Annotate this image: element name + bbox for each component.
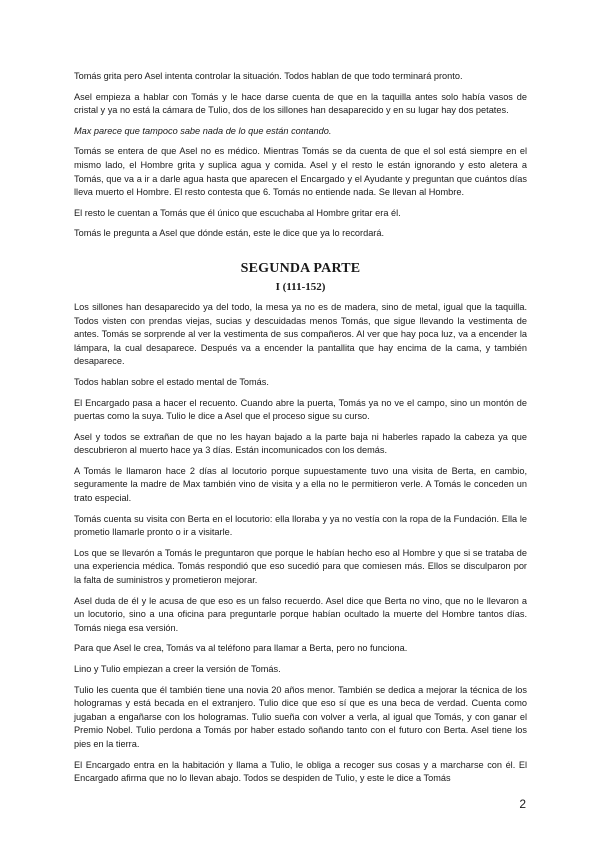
section-title: SEGUNDA PARTE	[240, 260, 361, 276]
paragraph: Tomás se entera de que Asel no es médico. Mientras Tomás se da cuenta de que el sol está siempre en el mismo lado, el Hombre grita y suplica agua y comida. Asel y el resto le están ignorando y esto aletera a Tomás, que va a ir a darle agua hasta que aparecen el Encargado y el Ayudante y preguntan que cuántos días lleva muerto el Hombre. El resto contesta que 6. Tomás no entiende nada. Se llevan al Hombre.	[74, 146, 527, 198]
paragraph: Para que Asel le crea, Tomás va al teléfono para llamar a Berta, pero no funciona.	[74, 643, 408, 654]
italic-note: Max parece que tampoco sabe nada de lo que están contando.	[74, 125, 332, 136]
paragraph: A Tomás le llamaron hace 2 días al locutorio porque supuestamente tuvo una visita de Berta, en cambio, seguramente la madre de Max también vino de visita y a ella no le permitieron verle. A Tomás le conceden un trato especial.	[74, 465, 527, 504]
page-number: 2	[519, 797, 526, 811]
paragraph: El Encargado entra en la habitación y llama a Tulio, le obliga a recoger sus cosas y a marcharse con él. El Encargado afirma que no lo llevan abajo. Todos se despiden de Tulio, y este le dice a Tomás	[74, 759, 527, 784]
paragraph: Los que se llevarón a Tomás le preguntaron que porque le habían hecho eso al Hombre y que si se trataba de una experiencia médica. Tomás respondió que eso sucedió para que comiesen más. Ellos se disculparon por la falta de suministros y prometieron mejorar.	[74, 547, 527, 586]
paragraph: Los sillones han desaparecido ya del todo, la mesa ya no es de madera, sino de metal, igual que la taquilla. Todos visten con prendas viejas, sucias y descuidadas menos Tomás, que sigue llevando la vestimenta de antes. Tomás se sorprende al ver la vestimenta de sus compañeros. Al ver que hay poca luz, va a encender la lámpara, la cual desaparece. Después va a encender la pantallita que hay encima de la cama, y también desaparece.	[74, 301, 527, 367]
paragraph: Asel empieza a hablar con Tomás y le hace darse cuenta de que en la taquilla antes solo había vasos de cristal y ya no está la cámara de Tulio, dos de los sillones han desaparecido y en su lugar hay dos petates.	[74, 91, 527, 116]
paragraph: Tulio les cuenta que él también tiene una novia 20 años menor. También se dedica a mejorar la técnica de los hologramas y está becada en el extranjero. Tulio dice que eso sí que es una beca de verdad. Cuenta como jugaban a engañarse con los hologramas. Tulio sueña con volver a verla, al igual que Tomás, y con ganar el Premio Nobel. Tulio perdona a Tomás por haber estado soñando tanto con el futuro con Berta. Asel tiene los pies en la tierra.	[74, 684, 527, 749]
paragraph: El resto le cuentan a Tomás que él único que escuchaba al Hombre gritar era él.	[74, 207, 401, 218]
paragraph: Lino y Tulio empiezan a creer la versión de Tomás.	[74, 664, 281, 674]
paragraph: Asel duda de él y le acusa de que eso es un falso recuerdo. Asel dice que Berta no vino, que no le llevaron a un locutorio, sino a una oficina para preguntarle porque habían ocultado la muerte del Hombre tantos días. Tomás niega esa versión.	[74, 595, 527, 633]
paragraph: El Encargado pasa a hacer el recuento. Cuando abre la puerta, Tomás ya no ve el campo, sino un montón de puertas como la suya. Tulio le dice a Asel que el proceso sigue su curso.	[74, 397, 527, 422]
paragraph: Tomás cuenta su visita con Berta en el locutorio: ella lloraba y ya no vestía con la ropa de la Fundación. Ella le prometio llamarle pronto o ir a visitarle.	[74, 513, 527, 538]
paragraph: Asel y todos se extrañan de que no les hayan bajado a la parte baja ni haberles rapado la cabeza ya que descubrieron al muerto hace ya 3 días. Están incomunicados con los demás.	[74, 431, 527, 456]
subsection-title: I (111-152)	[275, 280, 326, 293]
paragraph: Tomás grita pero Asel intenta controlar la situación. Todos hablan de que todo terminará pronto.	[74, 71, 463, 81]
paragraph: Todos hablan sobre el estado mental de Tomás.	[74, 376, 269, 387]
paragraph: Tomás le pregunta a Asel que dónde están, este le dice que ya lo recordará.	[74, 228, 385, 239]
